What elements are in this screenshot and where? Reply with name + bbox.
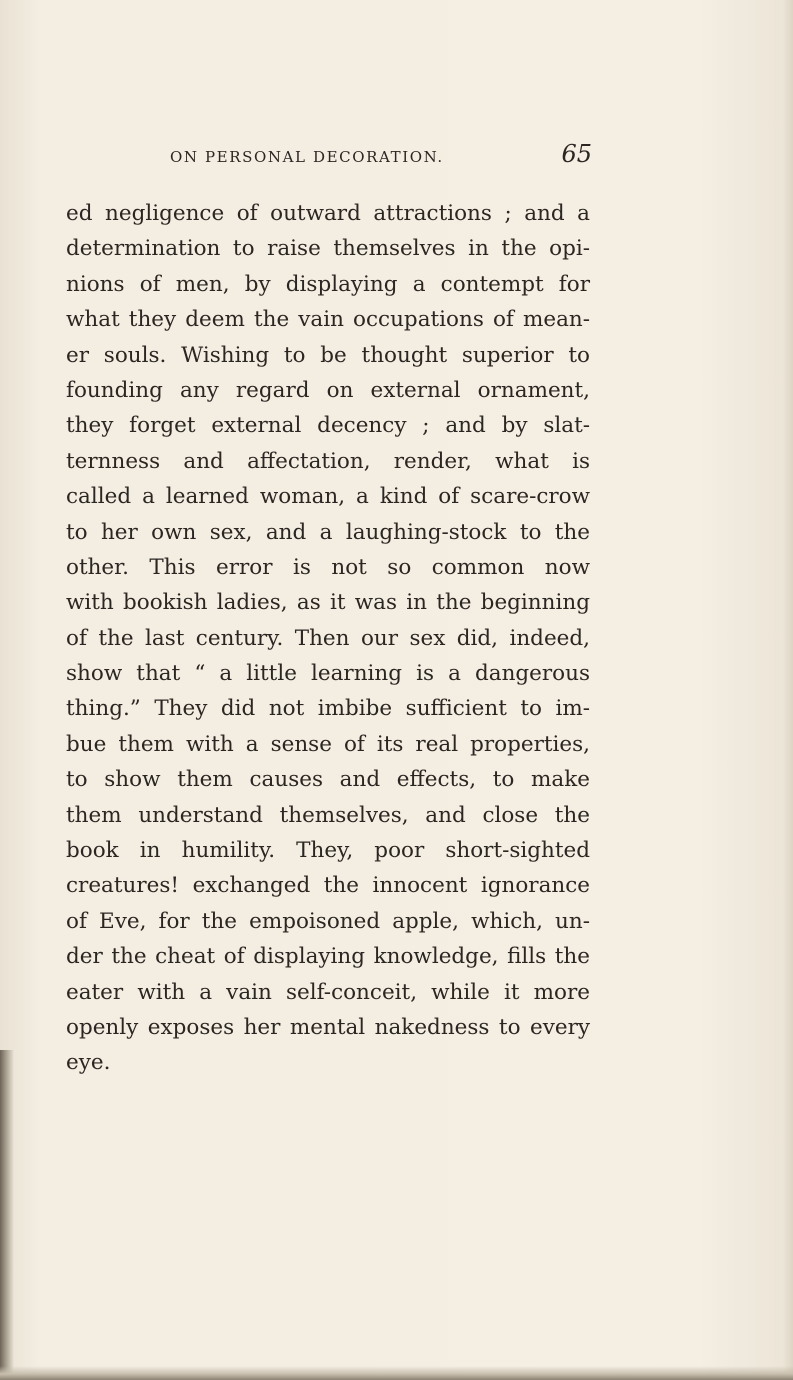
text-line: openly exposes her mental nakedness to every [66, 1014, 590, 1040]
text-line: with bookish ladies, as it was in the beginning [66, 590, 590, 616]
text-line: ed negligence of outward attractions ; and a [66, 201, 590, 226]
text-line: er souls. Wishing to be thought superior to [66, 342, 590, 368]
text-line: book in humility. They, poor short-sighted [66, 838, 590, 864]
text-line: founding any regard on external ornament, [66, 377, 590, 403]
text-line: ternness and affectation, render, what is [66, 448, 590, 474]
text-line: to her own sex, and a laughing-stock to the [66, 519, 590, 545]
text-line: of Eve, for the empoisoned apple, which, un- [66, 908, 590, 934]
text-line: them understand themselves, and close the [66, 802, 590, 828]
text-line: eye. [66, 1050, 111, 1076]
page-edge-bottom [0, 1366, 793, 1380]
text-line: of the last century. Then our sex did, indeed, [66, 625, 590, 651]
text-line: nions of men, by displaying a contempt for [66, 271, 590, 297]
text-line: bue them with a sense of its real properties, [66, 731, 590, 757]
text-line: thing.” They did not imbibe sufficient to im- [66, 696, 590, 722]
page-edge-right [783, 0, 793, 1380]
text-line: to show them causes and effects, to make [66, 767, 590, 793]
spine-shadow [0, 1050, 14, 1380]
text-line: creatures! exchanged the innocent ignorance [66, 873, 590, 899]
body-text [66, 196, 590, 1081]
text-line: determination to raise themselves in the opi- [66, 236, 590, 262]
text-line: called a learned woman, a kind of scare-crow [66, 484, 590, 510]
text-line: show that “ a little learning is a dangerous [66, 661, 590, 687]
text-line: what they deem the vain occupations of mean- [66, 307, 590, 333]
running-head: ON PERSONAL DECORATION. [170, 148, 444, 166]
text-line: der the cheat of displaying knowledge, fills the [66, 944, 590, 970]
text-line: they forget external decency ; and by slat- [66, 413, 590, 439]
page-header [170, 140, 592, 180]
text-line: eater with a vain self-conceit, while it more [66, 979, 590, 1005]
page-number: 65 [561, 140, 592, 168]
text-line: other. This error is not so common now [66, 554, 590, 580]
